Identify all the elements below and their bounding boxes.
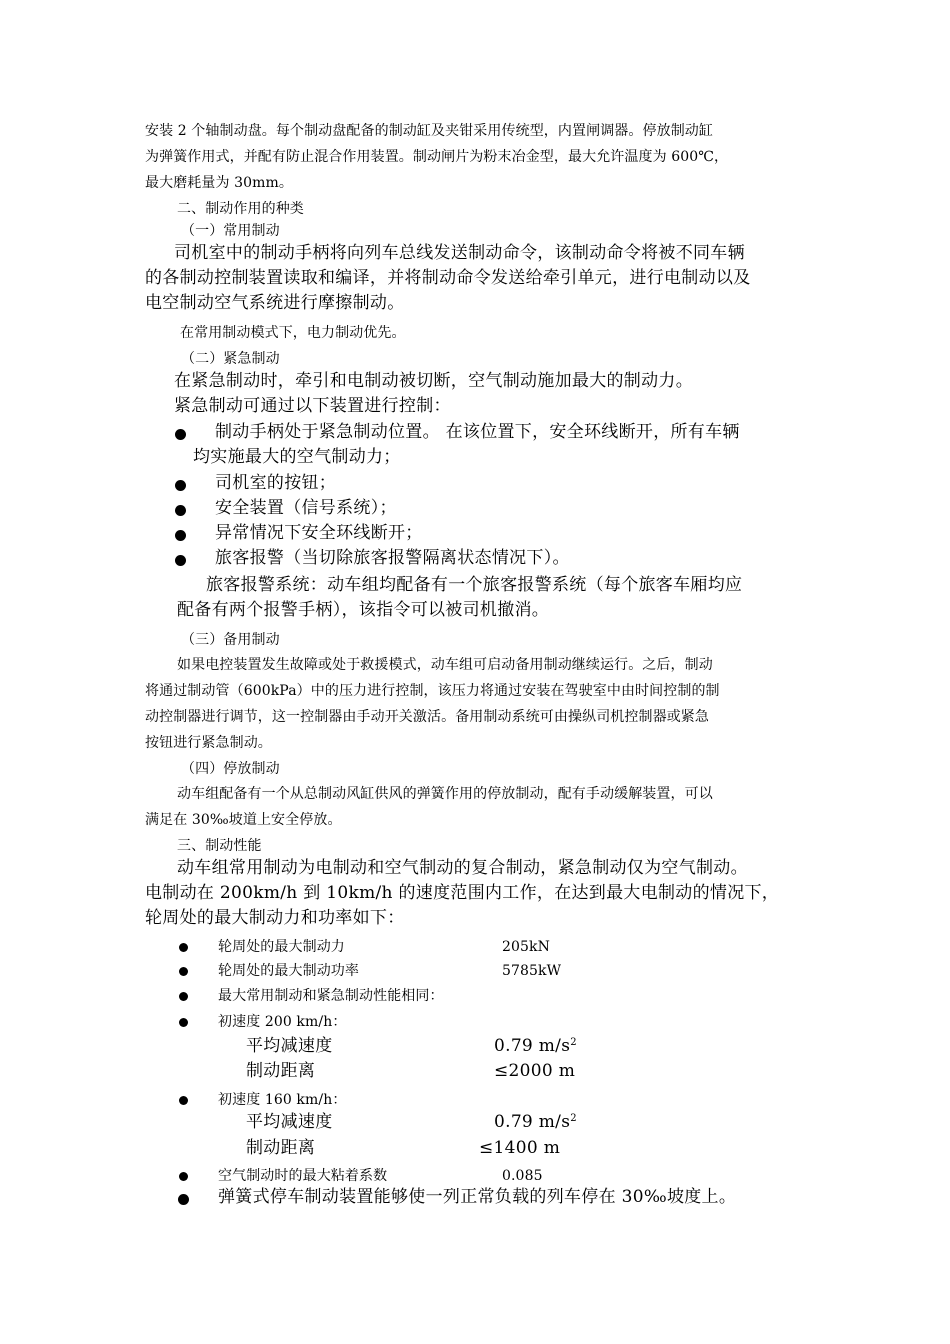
max-brake-power-label: 轮周处的最大制动功率 (218, 963, 359, 979)
service-para-line-3: 电空制动空气系统进行摩擦制动。 (145, 293, 405, 313)
bullet-dot-icon (175, 480, 186, 491)
v160-distance-label: 制动距离 (246, 1138, 316, 1158)
bullet-dot-icon (179, 1096, 188, 1105)
performance-para-line-1: 动车组常用制动为电制动和空气制动的复合制动，紧急制动仅为空气制动。 (177, 858, 748, 878)
emergency-bullet-2: 司机室的按钮； (215, 473, 337, 493)
v200-distance-value: ≤2000 m (494, 1061, 576, 1081)
max-brake-force-value: 205kN (502, 939, 550, 955)
v160-decel-value: 0.79 $m/s^2$ (494, 1112, 577, 1132)
v200-decel-label: 平均减速度 (246, 1036, 333, 1056)
max-adhesion-value: 0.085 (502, 1168, 543, 1184)
intro-line-3: 最大磨耗量为 30mm。 (145, 175, 294, 191)
bullet-dot-icon (175, 505, 186, 516)
service-priority-note: 在常用制动模式下，电力制动优先。 (180, 325, 406, 341)
v160-distance-value: ≤1400 m (479, 1138, 561, 1158)
intro-line-1: 安装 2 个轴制动盘。每个制动盘配备的制动缸及夹钳采用传统型，内置闸调器。停放制动缸 (145, 123, 714, 139)
emergency-para-line-2: 紧急制动可通过以下装置进行控制： (174, 396, 451, 416)
service-brake-heading: （一）常用制动 (181, 223, 280, 239)
bullet-dot-icon (178, 1194, 189, 1205)
emergency-bullet-1b: 均实施最大的空气制动力； (193, 447, 401, 467)
intro-line-2: 为弹簧作用式，并配有防止混合作用装置。制动闸片为粉末冶金型，最大允许温度为 600℃， (145, 149, 729, 165)
bullet-dot-icon (179, 1172, 188, 1181)
emergency-brake-heading: （二）紧急制动 (181, 351, 280, 367)
bullet-dot-icon (179, 992, 188, 1001)
initial-speed-200-label: 初速度 200 km/h： (218, 1014, 347, 1030)
bullet-dot-icon (179, 943, 188, 952)
backup-line-4: 按钮进行紧急制动。 (145, 735, 272, 751)
backup-line-3: 动控制器进行调节，这一控制器由手动开关激活。备用制动系统可由操纵司机控制器或紧急 (145, 709, 709, 725)
emergency-bullet-5: 旅客报警（当切除旅客报警隔离状态情况下）。 (215, 548, 570, 568)
spring-parking-statement: 弹簧式停车制动装置能够使一列正常负载的列车停在 30‰坡度上。 (218, 1187, 737, 1207)
parking-line-1: 动车组配备有一个从总制动风缸供风的弹簧作用的停放制动，配有手动缓解装置，可以 (177, 786, 713, 802)
max-brake-force-label: 轮周处的最大制动力 (218, 939, 345, 955)
v200-decel-value: 0.79 $m/s^2$ (494, 1036, 577, 1056)
bullet-dot-icon (175, 429, 186, 440)
performance-para-line-3: 轮周处的最大制动力和功率如下： (145, 908, 405, 928)
bullet-dot-icon (179, 967, 188, 976)
emergency-bullet-3: 安全装置（信号系统）； (215, 498, 397, 518)
passenger-alarm-line-1: 旅客报警系统：动车组均配备有一个旅客报警系统（每个旅客车厢均应 (206, 575, 743, 595)
parking-line-2: 满足在 30‰坡道上安全停放。 (145, 812, 342, 828)
bullet-dot-icon (175, 555, 186, 566)
backup-line-2: 将通过制动管（600kPa）中的压力进行控制，该压力将通过安装在驾驶室中由时间控制的制 (145, 683, 720, 699)
section-3-heading: 三、制动性能 (177, 838, 262, 854)
emergency-bullet-1a: 制动手柄处于紧急制动位置。 在该位置下，安全环线断开，所有车辆 (215, 422, 740, 442)
passenger-alarm-line-2: 配备有两个报警手柄），该指令可以被司机撤消。 (177, 600, 550, 620)
same-performance-label: 最大常用制动和紧急制动性能相同： (218, 988, 444, 1004)
bullet-dot-icon (179, 1018, 188, 1027)
max-brake-power-value: 5785kW (502, 963, 562, 979)
emergency-bullet-4: 异常情况下安全环线断开； (215, 523, 423, 543)
max-adhesion-label: 空气制动时的最大粘着系数 (218, 1168, 388, 1184)
initial-speed-160-label: 初速度 160 km/h： (218, 1092, 347, 1108)
backup-brake-heading: （三）备用制动 (181, 632, 280, 648)
service-para-line-2: 的各制动控制装置读取和编译，并将制动命令发送给牵引单元，进行电制动以及 (145, 268, 751, 288)
section-2-heading: 二、制动作用的种类 (177, 201, 304, 217)
emergency-para-line-1: 在紧急制动时，牵引和电制动被切断，空气制动施加最大的制动力。 (174, 371, 693, 391)
backup-line-1: 如果电控装置发生故障或处于救援模式，动车组可启动备用制动继续运行。之后，制动 (177, 657, 713, 673)
performance-para-line-2: 电制动在 200km/h 到 10km/h 的速度范围内工作，在达到最大电制动的情况下， (145, 883, 780, 903)
service-para-line-1: 司机室中的制动手柄将向列车总线发送制动命令，该制动命令将被不同车辆 (174, 243, 745, 263)
bullet-dot-icon (175, 530, 186, 541)
v200-distance-label: 制动距离 (246, 1061, 316, 1081)
v160-decel-label: 平均减速度 (246, 1112, 333, 1132)
parking-brake-heading: （四）停放制动 (181, 761, 280, 777)
